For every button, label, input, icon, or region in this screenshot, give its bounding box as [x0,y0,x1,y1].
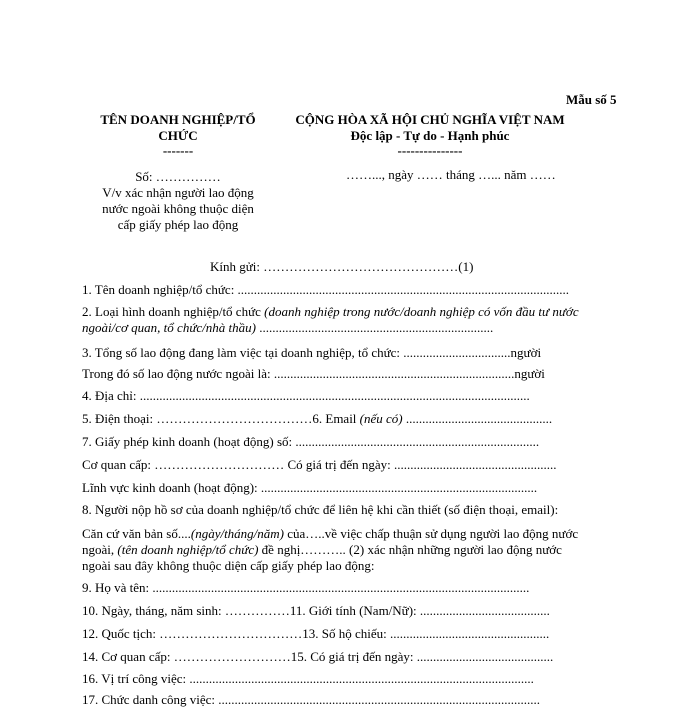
field-company-type-cont [82,320,493,336]
field-address: 4. Địa chỉ: ........................................................................................................................ [82,388,530,403]
subject-line1: V/v xác nhận người lao động [102,185,254,200]
org-name-line2: CHỨC [158,128,198,143]
phone-email-label: 5. Điện thoại: ………………………………6. Email [82,411,357,426]
email-optional-note: (nếu có) [359,411,403,426]
org-header [78,112,278,158]
company-type-dots: ........................................................................ [255,320,494,335]
company-type-options: (doanh nghiệp trong nước/doanh nghiệp có vốn đầu tư nước [264,304,579,319]
org-rule: ------- [162,143,194,158]
field-business-sector: Lĩnh vực kinh doanh (hoạt động): ..................................................................................... [82,480,538,495]
company-type-label: 2. Loại hình doanh nghiệp/tổ chức [82,304,261,319]
request-basis-label: Căn cứ văn bản số.... [82,526,191,541]
subject-line2: nước ngoài không thuộc diện [102,201,254,216]
request-date-placeholder: (ngày/tháng/năm) [190,526,285,541]
subject-line3: cấp giấy phép lao động [117,217,239,232]
request-org-placeholder: (tên doanh nghiệp/tổ chức) [117,542,259,557]
email-dots: ............................................. [402,411,553,426]
field-full-name: 9. Họ và tên: .................................................................................................................... [82,580,530,595]
form-number: Mẫu số 5 [566,92,617,107]
field-company-name: 1. Tên doanh nghiệp/tổ chức: ...................................................................................................... [82,282,570,297]
field-foreign-employees: Trong đó số lao động nước ngoài là: ..........................................................................người [82,366,545,381]
request-line2-rest: đề nghị……….. (2) xác nhận những người lao động nước [258,542,562,557]
document-number: Số: …………… [135,169,221,184]
field-company-type [82,304,579,320]
request-paragraph-line2 [82,542,562,558]
request-paragraph-line1 [82,526,578,542]
field-business-license: 7. Giấy phép kinh doanh (hoạt động) số: ........................................................................... [82,434,540,449]
nation-rule: --------------- [397,143,463,158]
field-issuing-authority: Cơ quan cấp: ………………………… Có giá trị đến ngày: .................................................. [82,457,557,472]
field-passport-authority: 14. Cơ quan cấp: ………………………15. Có giá trị đến ngày: .......................................... [82,649,554,664]
field-nationality-passport: 12. Quốc tịch: ……………………………13. Số hộ chiếu: ................................................. [82,626,550,641]
field-total-employees: 3. Tổng số lao động đang làm việc tại doanh nghiệp, tổ chức: .................................người [82,345,542,360]
date-line: ……..., ngày …… tháng …... năm …… [346,167,556,182]
request-paragraph-line3: ngoài sau đây không thuộc diện cấp giấy phép lao động: [82,558,375,573]
org-reference [78,169,278,233]
field-job-title: 17. Chức danh công việc: ................................................................................................... [82,692,541,707]
nation-header [280,112,580,158]
field-job-position: 16. Vị trí công việc: .......................................................................................................... [82,671,534,686]
field-phone-email [82,411,552,427]
field-contact-person: 8. Người nộp hồ sơ của doanh nghiệp/tổ chức để liên hệ khi cần thiết (số điện thoại, email): [82,502,559,517]
org-name-line1: TÊN DOANH NGHIỆP/TỔ [100,112,256,127]
company-type-options-cont: ngoài/cơ quan, tổ chức/nhà thầu) [82,320,256,335]
nation-motto: Độc lập - Tự do - Hạnh phúc [350,128,510,143]
request-line2-start: ngoài, [82,542,118,557]
nation-title: CỘNG HÒA XÃ HỘI CHỦ NGHĨA VIỆT NAM [295,112,565,127]
recipient-line: Kính gửi: ………………………………………(1) [210,259,474,274]
request-basis-rest: của…..về việc chấp thuận sử dụng người lao động nước [284,526,579,541]
field-birth-gender: 10. Ngày, tháng, năm sinh: ……………11. Giới tính (Nam/Nữ): ........................................ [82,603,550,618]
